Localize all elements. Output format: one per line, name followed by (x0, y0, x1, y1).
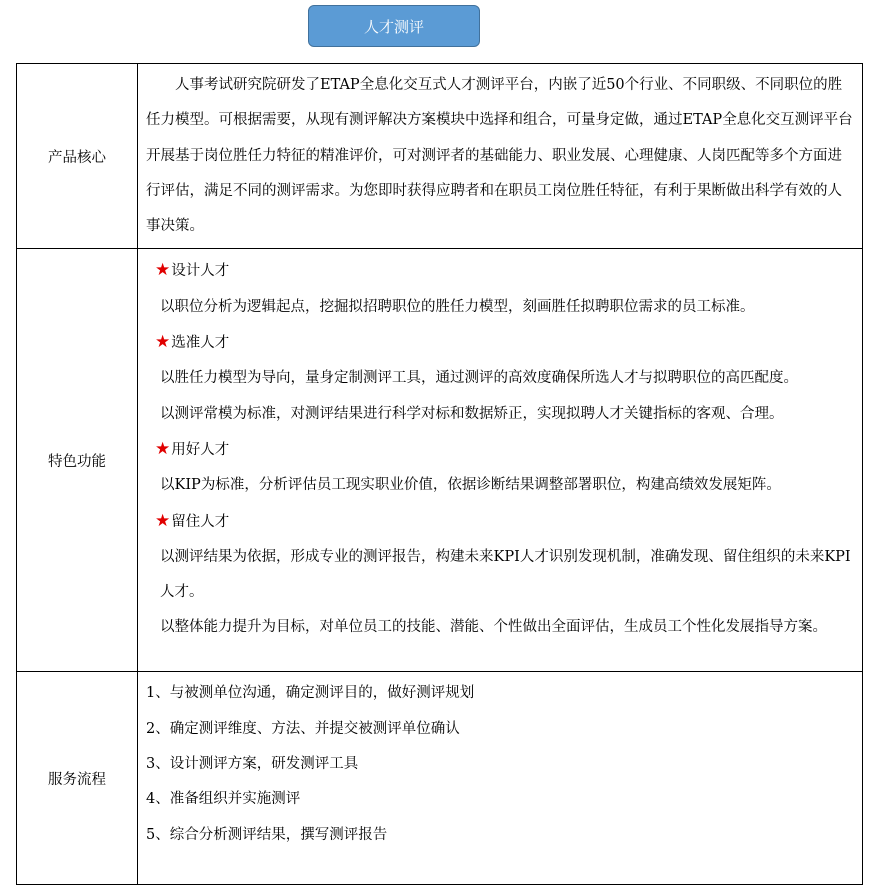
process-step: 1、与被测单位沟通，确定测评目的，做好测评规划 (146, 685, 475, 702)
feature-line: 以胜任力模型为导向，量身定制测评工具，通过测评的高效度确保所选人才与拟聘职位的高匹配度。 (160, 370, 798, 387)
row-label-core: 产品核心 (17, 64, 138, 249)
feature-heading (146, 504, 854, 540)
feature-line: 以整体能力提升为目标，对单位员工的技能、潜能、个性做出全面评估，生成员工个性化发展指导方案。 (160, 619, 827, 636)
info-table (16, 63, 863, 885)
table-row-process (17, 672, 863, 885)
feature-line: 以测评结果为依据，形成专业的测评报告，构建未来KPI人才识别发现机制，准确发现、留住组织的未来KPI人才。 (160, 548, 851, 601)
feature-heading-label: 留住人才 (171, 513, 230, 530)
process-step: 3、设计测评方案，研发测评工具 (146, 756, 359, 773)
row-label-process: 服务流程 (17, 672, 138, 885)
feature-line: 以KIP为标准，分析评估员工现实职业价值，依据诊断结果调整部署职位，构建高绩效发展矩阵。 (160, 477, 781, 494)
feature-heading-label: 用好人才 (171, 441, 230, 458)
feature-line: 以职位分析为逻辑起点，挖掘拟招聘职位的胜任力模型，刻画胜任拟聘职位需求的员工标准。 (160, 298, 755, 315)
features-content (138, 249, 863, 672)
table-row-core (17, 64, 863, 249)
star-icon: ★ (155, 260, 171, 281)
star-icon: ★ (155, 332, 171, 353)
process-step: 4、准备组织并实施测评 (146, 791, 301, 808)
process-steps (138, 672, 863, 885)
row-label-features: 特色功能 (17, 249, 138, 672)
feature-heading-label: 设计人才 (171, 263, 230, 280)
process-step: 5、综合分析测评结果，撰写测评报告 (146, 826, 388, 843)
feature-heading (146, 253, 854, 289)
page-title: 人才测评 (308, 5, 480, 47)
feature-heading (146, 432, 854, 468)
table-row-features (17, 249, 863, 672)
feature-heading-label: 选准人才 (171, 335, 230, 352)
star-icon: ★ (155, 438, 171, 459)
core-text: 人事考试研究院研发了ETAP全息化交互式人才测评平台，内嵌了近50个行业、不同职级、不同职位的胜任力模型。可根据需要，从现有测评解决方案模块中选择和组合，可量身定做，通过ETAP全息化交互测评平台开展基于岗位胜任力特征的精准评价，可对测评者的基础能力、职业发展、心理健康、人岗匹配等多个方面进行评估，满足不同的测评需求。为您即时获得应聘者和在职员工岗位胜任特征，有利于果断做出科学有效的人事决策。 (146, 77, 853, 235)
process-step: 2、确定测评维度、方法、并提交被测评单位确认 (146, 720, 460, 737)
feature-heading (146, 325, 854, 361)
star-icon: ★ (155, 510, 171, 531)
feature-line: 以测评常模为标准，对测评结果进行科学对标和数据矫正，实现拟聘人才关键指标的客观、合理。 (160, 405, 784, 422)
core-description (138, 64, 863, 249)
